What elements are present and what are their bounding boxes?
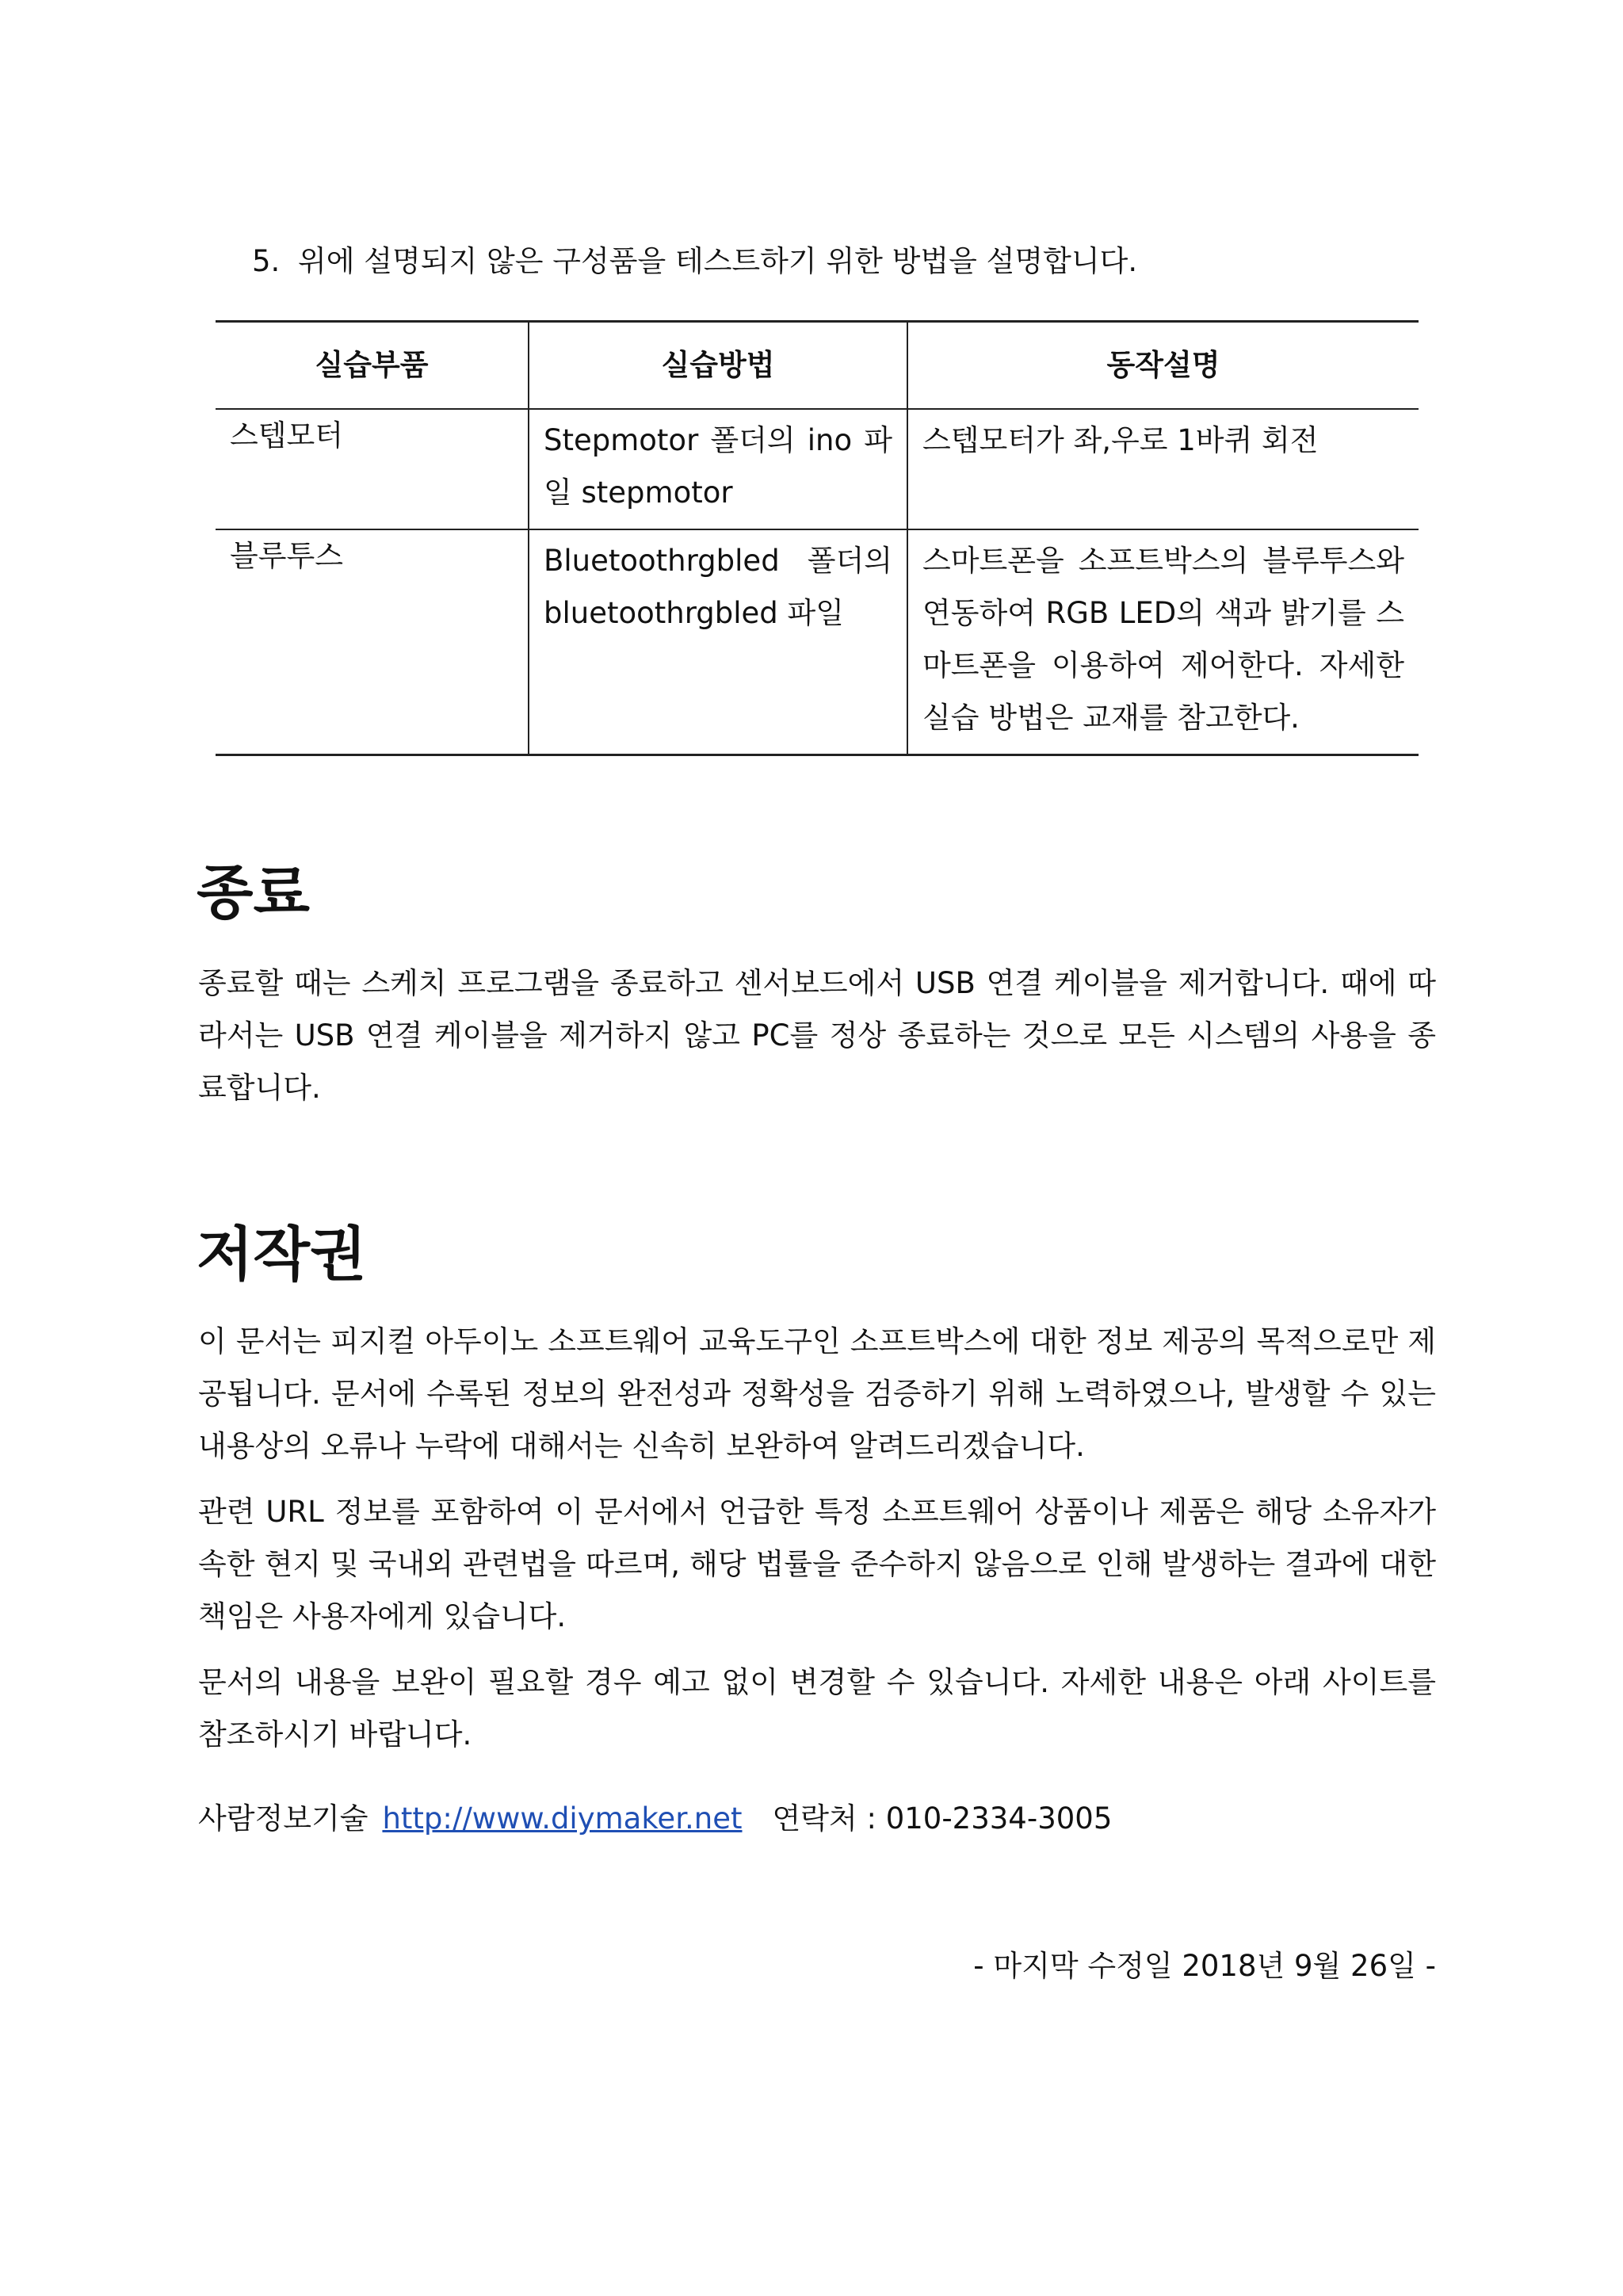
website-link[interactable]: http://www.diymaker.net [382,1801,743,1836]
table-row [216,409,1419,529]
table-row [216,529,1419,755]
section-heading-copyright: 저작권 [197,1221,367,1289]
table-header-row [216,322,1419,410]
company-name: 사람정보기술 [198,1801,369,1836]
cell-method: Stepmotor 폴더의 ino 파일 stepmotor [529,409,907,529]
item-text: 위에 설명되지 않은 구성품을 테스트하기 위한 방법을 설명합니다. [298,244,1138,278]
copyright-paragraph: 관련 URL 정보를 포함하여 이 문서에서 언급한 특정 소프트웨어 상품이나 제품은 해당 소유자가 속한 현지 및 국내외 관련법을 따르며, 해당 법률을 준수하지 않음으로 인해 발생하는 결과에 대한 책임은 사용자에게 있습니다. [198,1495,1436,1633]
phone-contact: 연락처 : 010-2334-3005 [772,1801,1113,1836]
cell-part: 블루투스 [216,529,529,755]
item-number: 5. [252,244,281,278]
numbered-item-5 [252,238,1137,285]
column-header-method: 실습방법 [529,322,907,410]
cell-description: 스마트폰을 소프트박스의 블루투스와 연동하여 RGB LED의 색과 밝기를 스마트폰을 이용하여 제어한다. 자세한 실습 방법은 교재를 참고한다. [907,529,1419,755]
column-header-part: 실습부품 [216,322,529,410]
column-header-description: 동작설명 [907,322,1419,410]
cell-part: 스텝모터 [216,409,529,529]
end-paragraph: 종료할 때는 스케치 프로그램을 종료하고 센서보드에서 USB 연결 케이블을 제거합니다. 때에 따라서는 USB 연결 케이블을 제거하지 않고 PC를 정상 종료하는 것으로 모든 시스템의 사용을 종료합니다. [198,966,1436,1105]
cell-description: 스텝모터가 좌,우로 1바퀴 회전 [907,409,1419,529]
section-heading-end: 종료 [197,859,310,927]
last-modified-footer: - 마지막 수정일 2018년 9월 26일 - [973,1949,1436,1983]
contact-line [198,1793,1112,1845]
cell-method: Bluetoothrgbled 폴더의 bluetoothrgbled 파일 [529,529,907,755]
practice-parts-table [216,320,1419,756]
copyright-paragraph: 이 문서는 피지컬 아두이노 소프트웨어 교육도구인 소프트박스에 대한 정보 제공의 목적으로만 제공됩니다. 문서에 수록된 정보의 완전성과 정확성을 검증하기 위해 노력하였으나, 발생할 수 있는 내용상의 오류나 누락에 대해서는 신속히 보완하여 알려드리겠습니다. [198,1324,1436,1463]
copyright-paragraph: 문서의 내용을 보완이 필요할 경우 예고 없이 변경할 수 있습니다. 자세한 내용은 아래 사이트를 참조하시기 바랍니다. [198,1665,1436,1752]
